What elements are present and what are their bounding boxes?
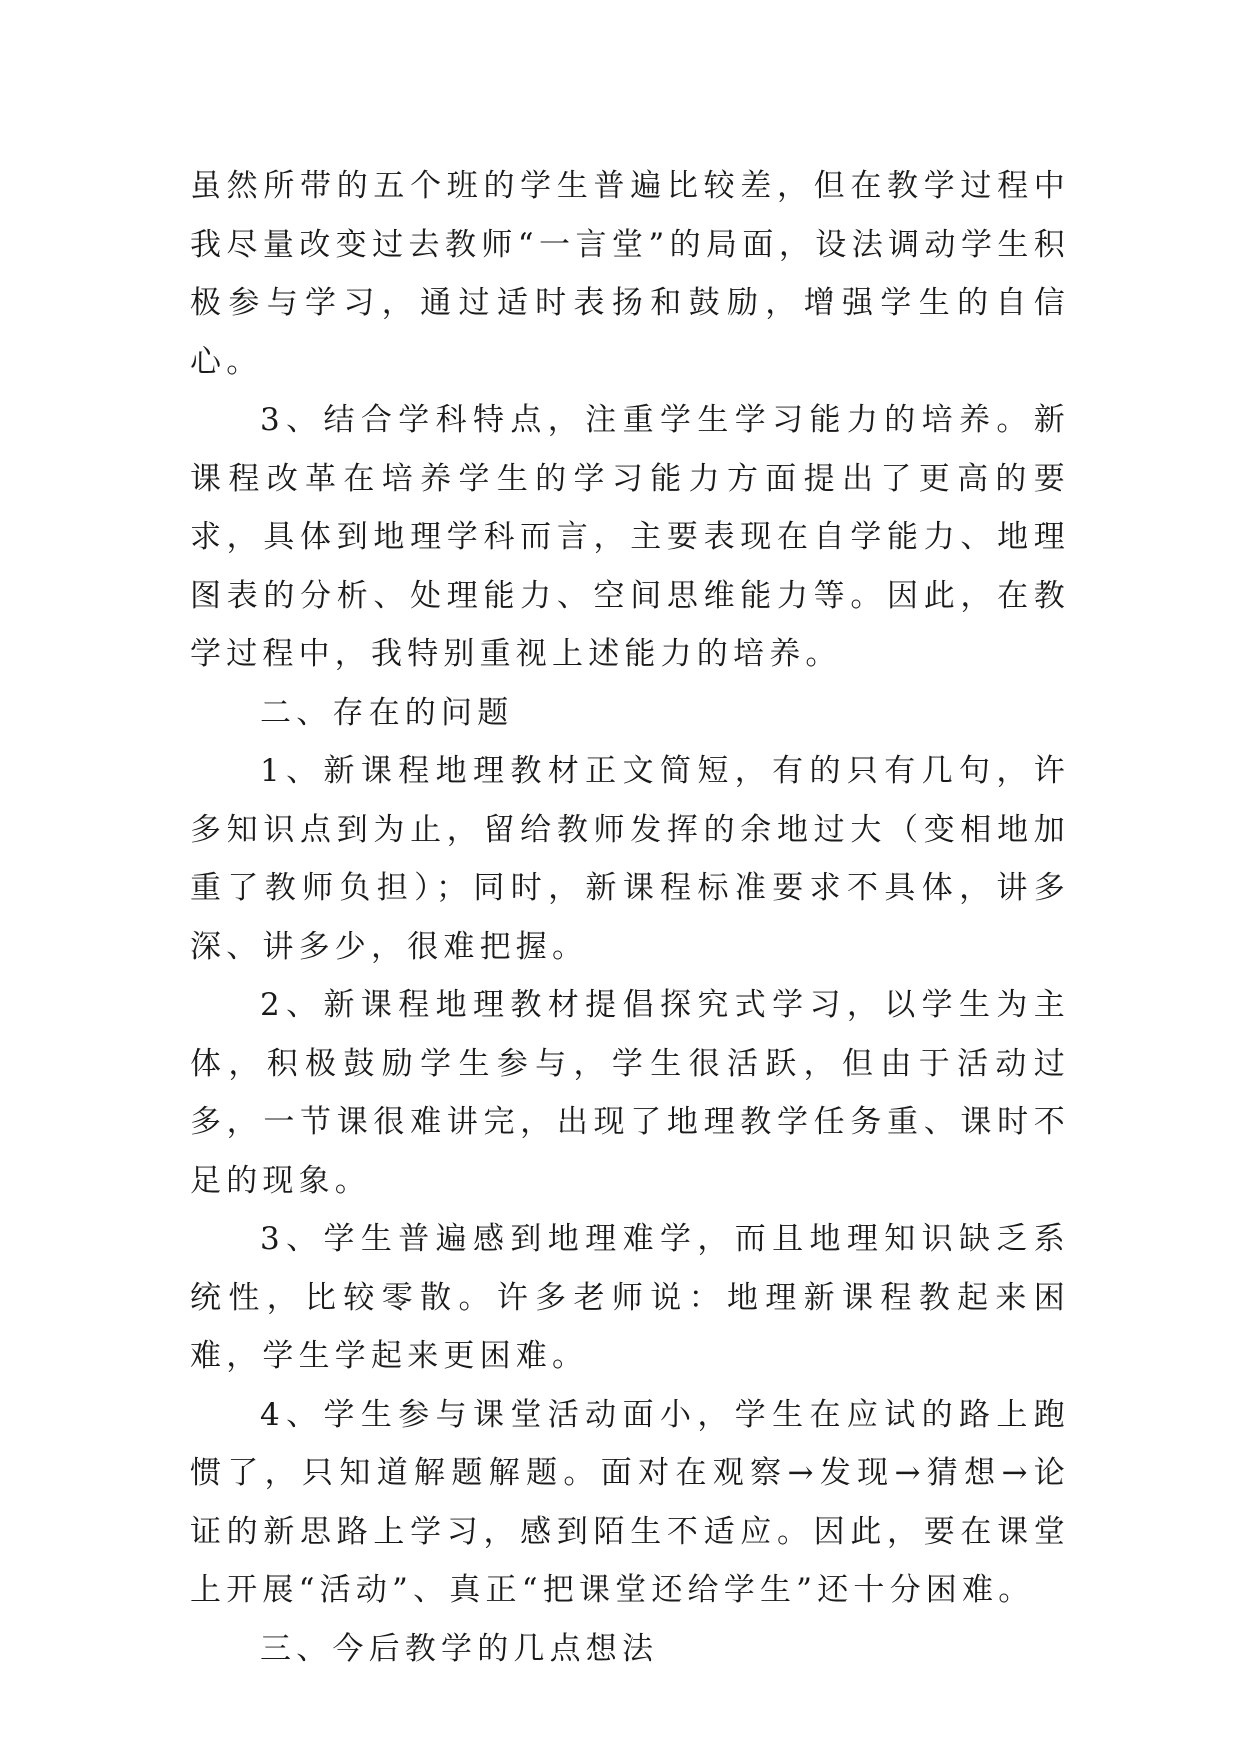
paragraph-problem-3: 3、学生普遍感到地理难学，而且地理知识缺乏系统性，比较零散。许多老师说：地理新课程教起来困难，学生学起来更困难。 bbox=[190, 1221, 1070, 1374]
paragraph-problem-4: 4、学生参与课堂活动面小，学生在应试的路上跑惯了，只知道解题解题。面对在观察→发现→猜想→论证的新思路上学习，感到陌生不适应。因此，要在课堂上开展“活动”、真正“把课堂还给学生”还十分困难。 bbox=[190, 1396, 1070, 1608]
section-heading-problems: 二、存在的问题 bbox=[260, 694, 514, 731]
paragraph-problem-2: 2、新课程地理教材提倡探究式学习，以学生为主体，积极鼓励学生参与，学生很活跃，但由于活动过多，一节课很难讲完，出现了地理教学任务重、课时不足的现象。 bbox=[190, 987, 1070, 1199]
paragraph-problem-1: 1、新课程地理教材正文简短，有的只有几句，许多知识点到为止，留给教师发挥的余地过大（变相地加重了教师负担）；同时，新课程标准要求不具体，讲多深、讲多少，很难把握。 bbox=[190, 753, 1070, 965]
paragraph-1: 虽然所带的五个班的学生普遍比较差，但在教学过程中我尽量改变过去教师“一言堂”的局面，设法调动学生积极参与学习，通过适时表扬和鼓励，增强学生的自信心。 bbox=[190, 168, 1070, 380]
document-page bbox=[190, 157, 1070, 1678]
section-heading-future: 三、今后教学的几点想法 bbox=[260, 1630, 659, 1667]
paragraph-2: 3、结合学科特点，注重学生学习能力的培养。新课程改革在培养学生的学习能力方面提出了更高的要求，具体到地理学科而言，主要表现在自学能力、地理图表的分析、处理能力、空间思维能力等。因此，在教学过程中，我特别重视上述能力的培养。 bbox=[190, 402, 1070, 672]
